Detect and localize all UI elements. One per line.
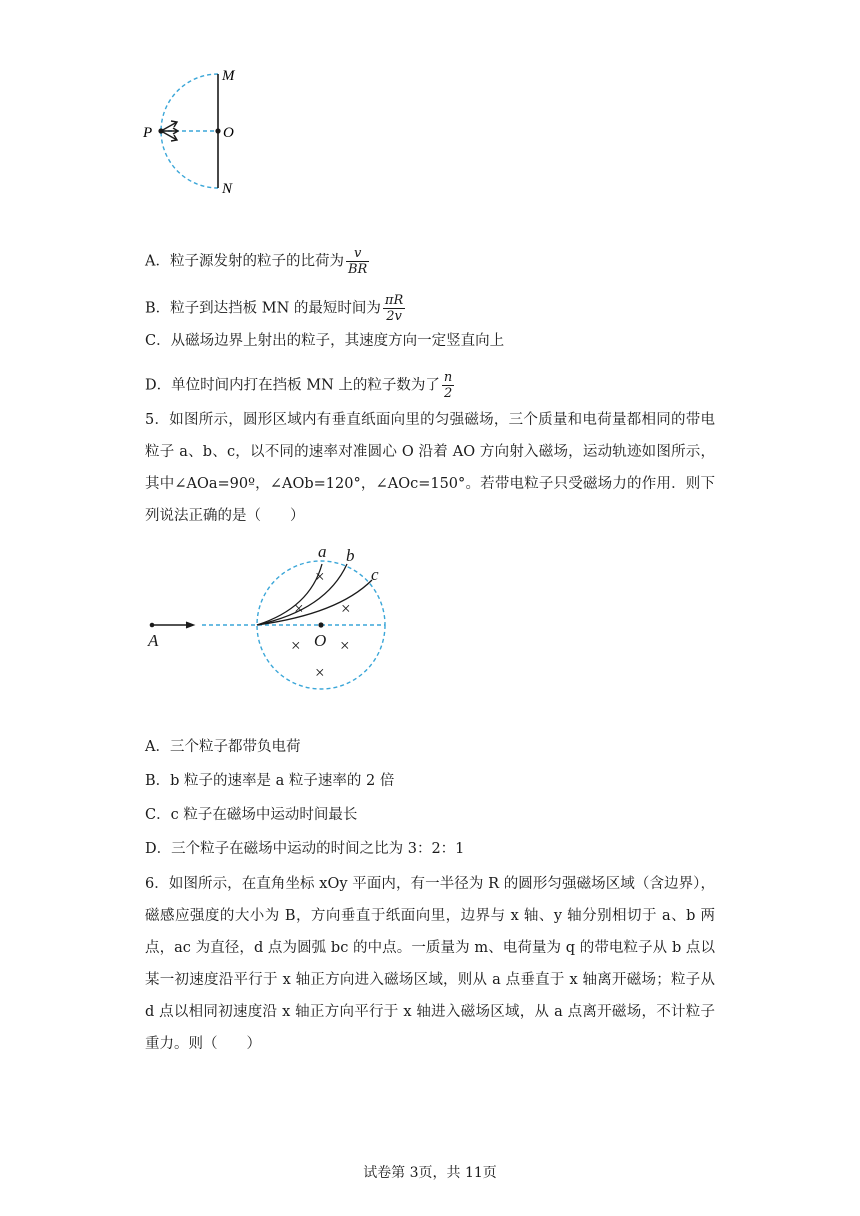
q4-option-d-text: D．单位时间内打在挡板 MN 上的粒子数为了 [145,377,440,394]
point-o [215,128,220,133]
label-m: M [222,68,235,84]
q5-option-a: A．三个粒子都带负电荷 [145,739,301,755]
figure-semicircle-barrier [140,62,250,202]
fraction [346,246,369,277]
field-cross: × [315,663,325,682]
figure-circular-field [140,540,400,690]
q4-option-b [145,293,405,324]
label-n: N [222,181,233,197]
field-cross: × [291,636,301,655]
q5-option-c: C．c 粒子在磁场中运动时间最长 [145,807,358,823]
label-b-traj: b [346,546,355,565]
field-cross: × [315,567,325,586]
incident-arrowhead [186,622,194,628]
q4-option-d [145,370,454,401]
q5-option-b: B．b 粒子的速率是 a 粒子速率的 2 倍 [145,773,395,789]
field-cross: × [341,599,351,618]
q4-option-a-text: A．粒子源发射的粒子的比荷为 [145,253,344,270]
field-cross: × [294,599,304,618]
emission-arrows [161,121,178,141]
frac-num: n [443,370,453,385]
label-o: O [223,125,234,141]
label-a-point: A [148,631,159,650]
q5-option-d: D．三个粒子在磁场中运动的时间之比为 3：2：1 [145,841,465,857]
label-c-traj: c [371,565,379,584]
label-a-traj: a [318,542,327,561]
page-footer: 试卷第 3页，共 11页 [363,1165,497,1181]
point-a-origin [150,623,155,628]
fraction [442,370,454,401]
q5-stem: 5．如图所示，圆形区域内有垂直纸面向里的匀强磁场，三个质量和电荷量都相同的带电粒子 a、b、c，以不同的速率对准圆心 O 沿着 AO 方向射入磁场，运动轨迹如图所示，其中∠AOa=90º，∠AOb=120°，∠AOc=150°。若带电粒子只受磁场力的作用．则下列说法正确的是（ ） [145,412,715,524]
q4-option-b-text: B．粒子到达挡板 MN 的最短时间为 [145,300,381,317]
frac-den: 2v [383,308,405,324]
q6-stem: 6．如图所示，在直角坐标 xOy 平面内，有一半径为 R 的圆形匀强磁场区域（含边界），磁感应强度的大小为 B，方向垂直于纸面向里，边界与 x 轴、y 轴分别相切于 a、b 两点，ac 为直径，d 点为圆弧 bc 的中点。一质量为 m、电荷量为 q 的带电粒子从 b 点以某一初速度沿平行于 x 轴正方向进入磁场区域，则从 a 点垂直于 x 轴离开磁场；粒子从 d 点以相同初速度沿 x 轴正方向平行于 x 轴进入磁场区域，从 a 点离开磁场，不计粒子重力。则（ ） [145,876,715,1052]
field-cross: × [340,636,350,655]
frac-num: v [353,246,362,261]
fraction [383,293,405,324]
label-o-center: O [314,631,327,650]
q4-option-c [145,331,504,351]
q4-option-a [145,246,369,277]
q4-option-c-text: C．从磁场边界上射出的粒子，其速度方向一定竖直向上 [145,333,505,349]
frac-den: 2 [442,385,454,401]
point-o-center [318,622,323,627]
frac-num: πR [384,293,404,308]
frac-den: BR [347,262,368,277]
label-p: P [143,125,153,141]
